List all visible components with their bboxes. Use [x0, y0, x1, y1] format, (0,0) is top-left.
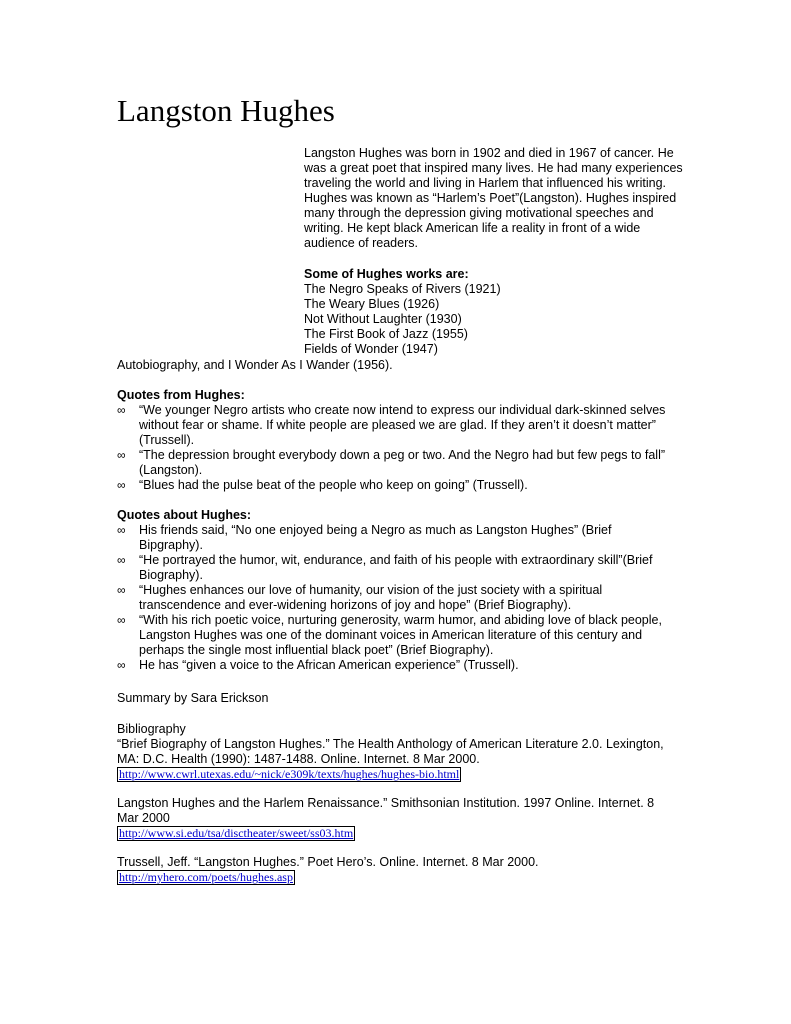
quotes-about-heading: Quotes about Hughes:	[117, 508, 252, 522]
intro-paragraph	[304, 146, 684, 251]
citation-text: “Brief Biography of Langston Hughes.” The Health Anthology of American Literature 2.0. Lexington, MA: D.C. Health (1990): 1487-1488. Online. Internet. 8 Mar 2000.	[117, 737, 664, 766]
bibliography-heading: Bibliography	[117, 722, 186, 736]
list-item	[117, 583, 677, 613]
works-item: The First Book of Jazz (1955)	[304, 327, 468, 341]
quotes-from-heading: Quotes from Hughes:	[117, 388, 245, 402]
works-list	[304, 267, 684, 357]
list-item	[117, 523, 677, 553]
quotes-from-list	[117, 403, 677, 493]
citation-link[interactable]: http://www.cwrl.utexas.edu/~nick/e309k/texts/hughes/hughes-bio.html	[119, 767, 460, 781]
list-item	[117, 553, 677, 583]
bibliography-entry	[117, 796, 677, 841]
quote-text: “He portrayed the humor, wit, endurance, and faith of his people with extraordinary skill”(Brief Biography).	[139, 553, 653, 582]
list-item	[117, 448, 677, 478]
infinity-bullet-icon: ∞	[117, 658, 126, 672]
works-item: Fields of Wonder (1947)	[304, 342, 438, 356]
quote-text: His friends said, “No one enjoyed being a Negro as much as Langston Hughes” (Brief Bipgraphy).	[139, 523, 612, 552]
infinity-bullet-icon: ∞	[117, 613, 126, 627]
infinity-bullet-icon: ∞	[117, 478, 126, 492]
citation-text: Langston Hughes and the Harlem Renaissance.” Smithsonian Institution. 1997 Online. Internet. 8 Mar 2000	[117, 796, 655, 825]
works-item: The Weary Blues (1926)	[304, 297, 440, 311]
list-item	[117, 478, 677, 493]
quote-text: “Blues had the pulse beat of the people who keep on going” (Trussell).	[139, 478, 528, 492]
quote-text: “We younger Negro artists who create now intend to express our individual dark-skinned selves without fear or shame. If white people are pleased we are glad. If they aren’t it doesn’t matter” (Trussell).	[139, 403, 666, 447]
bibliography-entry	[117, 855, 677, 885]
bibliography-entry	[117, 737, 677, 782]
summary-credit: Summary by Sara Erickson	[117, 691, 269, 705]
infinity-bullet-icon: ∞	[117, 523, 126, 537]
list-item	[117, 403, 677, 448]
works-continuation: Autobiography, and I Wonder As I Wander (1956).	[117, 358, 393, 372]
infinity-bullet-icon: ∞	[117, 403, 126, 417]
citation-link[interactable]: http://www.si.edu/tsa/disctheater/sweet/ss03.htm	[119, 826, 354, 840]
infinity-bullet-icon: ∞	[117, 553, 126, 567]
works-item: The Negro Speaks of Rivers (1921)	[304, 282, 501, 296]
list-item	[117, 658, 677, 673]
infinity-bullet-icon: ∞	[117, 583, 126, 597]
citation-link[interactable]: http://myhero.com/poets/hughes.asp	[119, 870, 293, 884]
works-item: Not Without Laughter (1930)	[304, 312, 462, 326]
quote-text: “The depression brought everybody down a peg or two. And the Negro had but few pegs to fall” (Langston).	[139, 448, 666, 477]
page-title: Langston Hughes	[117, 93, 335, 128]
infinity-bullet-icon: ∞	[117, 448, 126, 462]
quote-text: “With his rich poetic voice, nurturing generosity, warm humor, and abiding love of black people, Langston Hughes was one of the dominant voices in American literature of this century and perhaps the single most influential black poet” (Brief Biography).	[139, 613, 662, 657]
quote-text: “Hughes enhances our love of humanity, our vision of the just society with a spiritual transcendence and ever-widening horizons of joy and hope” (Brief Biography).	[139, 583, 603, 612]
list-item	[117, 613, 677, 658]
quotes-about-list	[117, 523, 677, 673]
citation-text: Trussell, Jeff. “Langston Hughes.” Poet Hero’s. Online. Internet. 8 Mar 2000.	[117, 855, 539, 869]
works-heading: Some of Hughes works are:	[304, 267, 469, 281]
intro-text: Langston Hughes was born in 1902 and died in 1967 of cancer. He was a great poet that inspired many lives. He had many experiences traveling the world and living in Harlem that influenced his writing. Hughes was known as “Harlem’s Poet”(Langston). Hughes inspired many through the depression giving motivational speeches and writing. He kept black American life a reality in front of a wide audience of readers.	[304, 146, 683, 250]
quote-text: He has “given a voice to the African American experience” (Trussell).	[139, 658, 519, 672]
